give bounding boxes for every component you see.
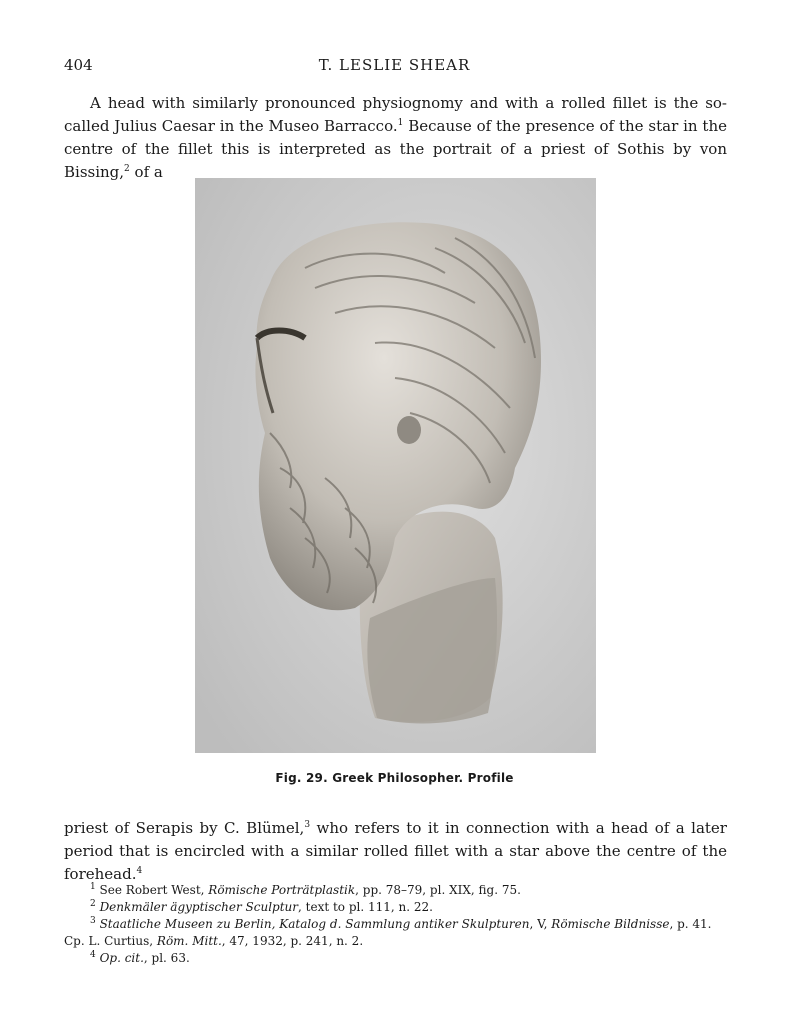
figure-caption: Fig. 29. Greek Philosopher. Profile (275, 771, 514, 785)
footnote-number: 4 (90, 950, 96, 960)
footnote-text: See Robert West, (95, 883, 209, 897)
footnote-ref-1: 1 (397, 118, 404, 128)
paragraph-1-text-b: Because of the presence of the star in the centre of the fillet this is interpreted as the portrait of a priest of Sothis by von Bissing, (64, 117, 727, 181)
footnote-title: Op. cit. (99, 951, 144, 965)
footnote-title: Denkmäler ägyptischer Sculptur (99, 900, 299, 914)
footnote-title: Röm. Mitt. (156, 934, 222, 948)
footnote-title: Römische Bildnisse (551, 917, 670, 931)
paragraph-2 (64, 817, 727, 886)
footnote-text: , text to pl. 111, n. 22. (298, 900, 433, 914)
footnotes (64, 882, 727, 967)
footnote-text: , pp. 78–79, pl. XIX, fig. 75. (355, 883, 521, 897)
footnote-title: Römische Porträtplastik (208, 883, 356, 897)
paragraph-1-text-a: A head with similarly pronounced physiognomy and with a rolled fillet is the so-called Julius Caesar in the Museo Barracco. (64, 94, 727, 135)
figure-photo-greek-philosopher (195, 178, 596, 753)
footnote-text: , p. 41. Cp. L. Curtius, (64, 917, 712, 948)
page-number: 404 (64, 56, 93, 74)
footnote-text: , pl. 63. (143, 951, 190, 965)
paragraph-2-text-b: who refers to it in connection with a head of a later period that is encircled with a similar rolled fillet with a star above the centre of the forehead. (64, 819, 727, 883)
footnote-number: 2 (90, 899, 96, 909)
running-head: T. LESLIE SHEAR (318, 56, 471, 74)
footnote-ref-4: 4 (136, 866, 143, 876)
footnote-2 (64, 899, 727, 916)
footnote-number: 3 (90, 916, 96, 926)
bust-profile-illustration (195, 178, 596, 753)
footnote-3 (64, 916, 727, 950)
footnote-number: 1 (90, 882, 96, 892)
footnote-ref-3: 3 (304, 820, 311, 830)
footnote-text: , 47, 1932, p. 241, n. 2. (221, 934, 364, 948)
footnote-title: Staatliche Museen zu Berlin, Katalog d. Sammlung antiker Skulpturen (99, 917, 530, 931)
footnote-1 (64, 882, 727, 899)
footnote-4 (64, 950, 727, 967)
paragraph-1 (64, 92, 727, 184)
footnote-ref-2: 2 (124, 164, 130, 174)
paragraph-1-text-c: of a (129, 163, 163, 181)
footnote-text: , V, (529, 917, 552, 931)
paragraph-2-text-a: priest of Serapis by C. Blümel, (64, 819, 305, 837)
